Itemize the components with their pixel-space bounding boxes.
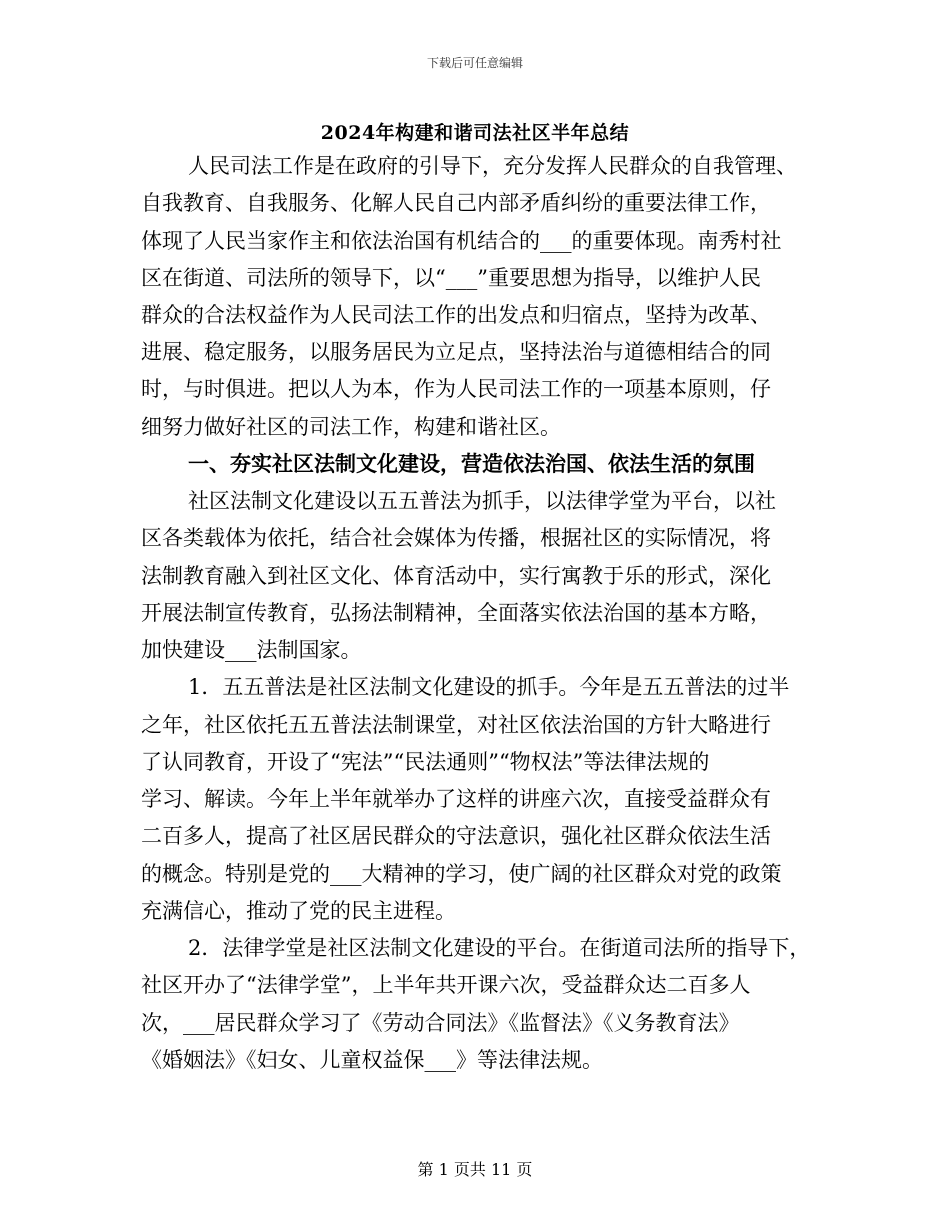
paragraph-line: 法制教育融入到社区文化、体育活动中，实行寓教于乐的形式，深化 (141, 564, 771, 588)
header-note: 下载后可任意编辑 (426, 56, 523, 70)
paragraph-line: 进展、稳定服务，以服务居民为立足点，坚持法治与道德相结合的同 (141, 340, 771, 364)
paragraph-line: 社区开办了“法律学堂”，上半年共开课六次，受益群众达二百多人 (141, 973, 751, 997)
paragraph-line: 细努力做好社区的司法工作，构建和谐社区。 (141, 415, 561, 439)
paragraph-line: 1．五五普法是社区法制文化建设的抓手。今年是五五普法的过半 (188, 675, 790, 699)
paragraph-line: 之年，社区依托五五普法法制课堂，对社区依法治国的方针大略进行 (141, 713, 771, 737)
section-heading: 一、夯实社区法制文化建设，营造依法治国、依法生活的氛围 (188, 451, 755, 476)
paragraph-line: 社区法制文化建设以五五普法为抓手，以法律学堂为平台，以社 (188, 489, 776, 513)
paragraph-line: 次，___居民群众学习了《劳动合同法》《监督法》《义务教育法》 (141, 1011, 740, 1035)
paragraph-line: 开展法制宣传教育，弘扬法制精神，全面落实依法治国的基本方略， (141, 601, 771, 625)
document-title: 2024年构建和谐司法社区半年总结 (320, 122, 630, 144)
page-footer: 第 1 页共 11 页 (417, 1160, 533, 1179)
paragraph-line: 区在街道、司法所的领导下，以“___”重要思想为指导，以维护人民 (141, 266, 761, 290)
paragraph-line: 自我教育、自我服务、化解人民自己内部矛盾纠纷的重要法律工作， (141, 191, 771, 215)
paragraph-line: 了认同教育，开设了“宪法”“民法通则”“物权法”等法律法规的 (141, 750, 710, 774)
paragraph-line: 体现了人民当家作主和依法治国有机结合的___的重要体现。南秀村社 (141, 229, 782, 253)
paragraph-line: 学习、解读。今年上半年就举办了这样的讲座六次，直接受益群众有 (141, 787, 771, 811)
paragraph-line: 充满信心，推动了党的民主进程。 (141, 899, 456, 923)
paragraph-line: 《婚姻法》《妇女、儿童权益保___》等法律法规。 (141, 1048, 603, 1072)
paragraph-line: 加快建设___法制国家。 (141, 638, 362, 662)
paragraph-line: 区各类载体为依托，结合社会媒体为传播，根据社区的实际情况，将 (141, 526, 771, 550)
paragraph-line: 时，与时俱进。把以人为本，作为人民司法工作的一项基本原则，仔 (141, 377, 771, 401)
paragraph-line: 的概念。特别是党的___大精神的学习，使广阔的社区群众对党的政策 (141, 862, 782, 886)
paragraph-line: 人民司法工作是在政府的引导下，充分发挥人民群众的自我管理、 (188, 154, 797, 178)
paragraph-line: 2．法律学堂是社区法制文化建设的平台。在街道司法所的指导下， (188, 936, 811, 960)
paragraph-line: 二百多人，提高了社区居民群众的守法意识，强化社区群众依法生活 (141, 824, 771, 848)
paragraph-line: 群众的合法权益作为人民司法工作的出发点和归宿点，坚持为改革、 (141, 303, 771, 327)
